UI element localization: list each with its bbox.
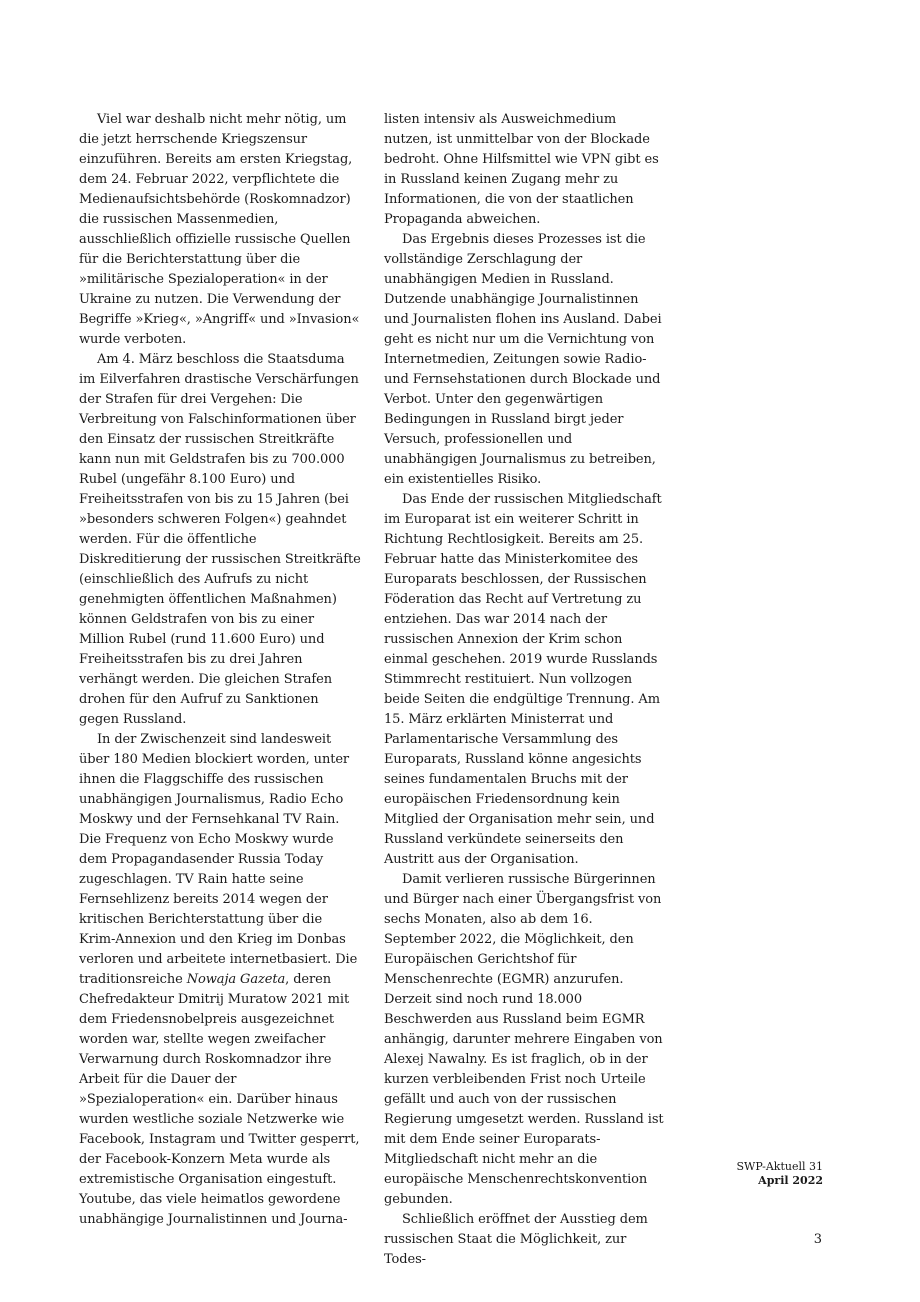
paragraph-staatsduma: Am 4. März beschloss die Staatsduma im Eilverfahren drastische Verschärfungen der Strafen für drei Vergehen: Die Verbreitung von Falschinformationen über den Einsatz der russischen Streitkräfte kann nun mit Geldstrafen bis zu 700.000 Rubel (ungefähr 8.100 Euro) und Freiheitsstrafen von bis zu 15 Jahren (bei »besonders schweren Folgen«) geahndet werden. Für die öffentliche Diskreditierung der russischen Streitkräfte (einschließlich des Aufrufs zu nicht genehmigten öffentlichen Maßnahmen) können Geldstrafen von bis zu einer Million Rubel (rund 11.600 Euro) und Freiheitsstrafen bis zu drei Jahren verhängt werden. Die gleichen Strafen drohen für den Aufruf zu Sanktionen gegen Russland. xyxy=(79,352,361,727)
paragraph-continuation: listen intensiv als Ausweichmedium nutzen, ist unmittelbar von der Blockade bedroht. Ohne Hilfsmittel wie VPN gibt es in Russland keinen Zugang mehr zu Informationen, die von der staatlichen Propaganda abweichen. xyxy=(384,112,659,227)
paragraph-medien-blockiert-part1: In der Zwischenzeit sind landesweit über 180 Medien blockiert worden, unter ihnen die Flaggschiffe des russischen unabhängigen Journalismus, Radio Echo Moskwy und der Fernsehkanal TV Rain. Die Frequenz von Echo Moskwy wurde dem Propagandasender Russia Today zugeschlagen. TV Rain hatte seine Fernsehlizenz bereits 2014 wegen der kritischen Berichterstattung über die Krim-Annexion und den Krieg im Donbas verloren und arbeitete internetbasiert. Die traditionsreiche xyxy=(79,732,358,987)
paragraph-egmr: Damit verlieren russische Bürgerinnen und Bürger nach einer Übergangsfrist von sechs Monaten, also ab dem 16. September 2022, die Möglichkeit, den Europäischen Gerichtshof für Menschenrechte (EGMR) anzurufen. Derzeit sind noch rund 18.000 Beschwerden aus Russland beim EGMR anhängig, darunter mehrere Eingaben von Alexej Nawalny. Es ist fraglich, ob in der kurzen verbleibenden Frist noch Urteile gefällt und auch von der russischen Regierung umgesetzt werden. Russland ist mit dem Ende seiner Europarats-Mitgliedschaft nicht mehr an die europäische Menschenrechtskonvention gebunden. xyxy=(384,872,664,1207)
paragraph-todesstrafe: Schließlich eröffnet der Ausstieg dem russischen Staat die Möglichkeit, zur Todes- xyxy=(384,1212,648,1267)
publication-date: April 2022 xyxy=(758,1174,823,1187)
paragraph-europarat: Das Ende der russischen Mitgliedschaft im Europarat ist ein weiterer Schritt in Richtung Rechtlosigkeit. Bereits am 25. Februar hatte das Ministerkomitee des Europarats beschlossen, der Russischen Föderation das Recht auf Vertretung zu entziehen. Das war 2014 nach der russischen Annexion der Krim schon einmal geschehen. 2019 wurde Russlands Stimmrecht restituiert. Nun vollzogen beide Seiten die endgültige Trennung. Am 15. März erklärten Ministerrat und Parlamentarische Versammlung des Europarats, Russland könne angesichts seines fundamentalen Bruchs mit der europäischen Friedensordnung kein Mitglied der Organisation mehr sein, und Russland verkündete seinerseits den Austritt aus der Organisation. xyxy=(384,492,662,867)
page-footer xyxy=(736,1160,823,1188)
text-column-left xyxy=(79,110,361,1230)
paragraph-zerschlagung: Das Ergebnis dieses Prozesses ist die vollständige Zerschlagung der unabhängigen Medien in Russland. Dutzende unabhängige Journalistinnen und Journalisten flohen ins Ausland. Dabei geht es nicht nur um die Vernichtung von Internetmedien, Zeitungen sowie Radio- und Fernsehstationen durch Blockade und Verbot. Unter den gegenwärtigen Bedingungen in Russland birgt jeder Versuch, professionellen und unabhängigen Journalismus zu betreiben, ein existentielles Risiko. xyxy=(384,232,662,487)
paragraph-medien-blockiert-part2: , deren Chefredakteur Dmitrij Muratow 2021 mit dem Friedensnobelpreis ausgezeichnet worden war, stellte wegen zweifacher Verwarnung durch Roskomnadzor ihre Arbeit für die Dauer der »Spezialoperation« ein. Darüber hinaus wurden westliche soziale Netzwerke wie Facebook, Instagram und Twitter gesperrt, der Facebook-Konzern Meta wurde als extremistische Organisation eingestuft. Youtube, das viele heimatlos gewordene unabhängige Journalistinnen und Journa- xyxy=(79,972,360,1227)
newspaper-name-italic: Nowaja Gazeta xyxy=(186,972,286,987)
text-column-right xyxy=(384,110,666,1270)
paragraph-medien-blockiert xyxy=(79,730,361,1230)
page-number: 3 xyxy=(813,1232,822,1247)
paragraph-kriegszensur: Viel war deshalb nicht mehr nötig, um die jetzt herrschende Kriegszensur einzuführen. Bereits am ersten Kriegstag, dem 24. Februar 2022, verpflichtete die Medienaufsichtsbehörde (Roskomnadzor) die russischen Massenmedien, ausschließlich offizielle russische Quellen für die Berichterstattung über die »militärische Spezialoperation« in der Ukraine zu nutzen. Die Verwendung der Begriffe »Krieg«, »Angriff« und »Invasion« wurde verboten. xyxy=(79,112,360,347)
publication-series: SWP-Aktuell 31 xyxy=(736,1160,823,1173)
